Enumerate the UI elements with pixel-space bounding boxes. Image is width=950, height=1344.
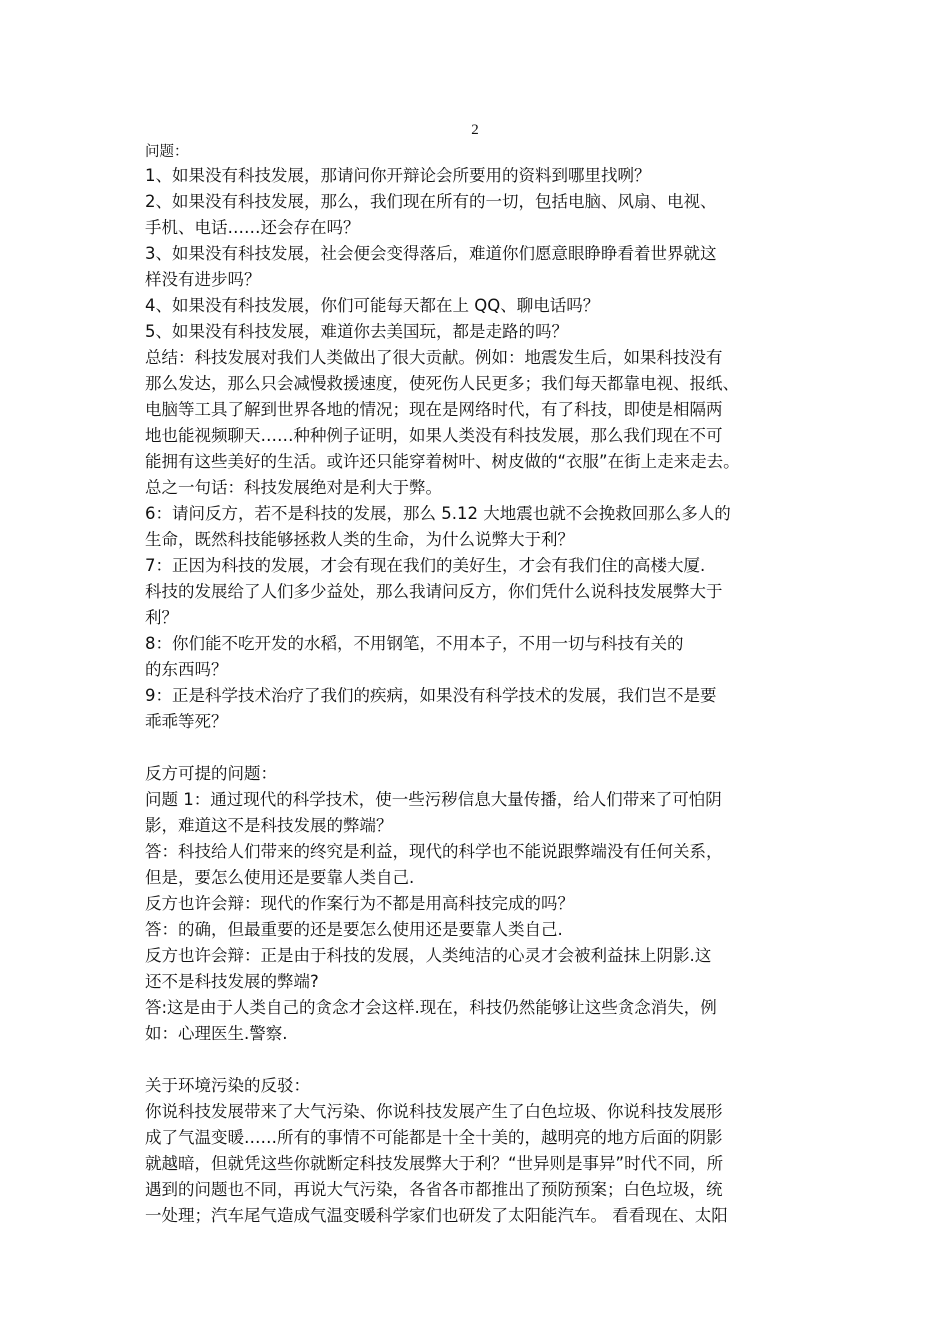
text-line: 8：你们能不吃开发的水稻，不用钢笔，不用本子，不用一切与科技有关的 — [145, 634, 684, 653]
text-line: 总结：科技发展对我们人类做出了很大贡献。例如：地震发生后，如果科技没有 — [145, 348, 723, 367]
text-line: 利？ — [145, 608, 178, 627]
text-line: 4、如果没有科技发展，你们可能每天都在上 QQ、聊电话吗？ — [145, 296, 600, 315]
text-line: 3、如果没有科技发展，社会便会变得落后，难道你们愿意眼睁睁看着世界就这 — [145, 244, 717, 263]
text-line: 2、如果没有科技发展，那么，我们现在所有的一切，包括电脑、风扇、电视、 — [145, 192, 717, 211]
text-line: 关于环境污染的反驳： — [145, 1076, 310, 1095]
text-line: 反方也许会辩：现代的作案行为不都是用高科技完成的吗？ — [145, 894, 574, 913]
text-line: 你说科技发展带来了大气污染、你说科技发展产生了白色垃圾、你说科技发展形 — [145, 1102, 723, 1121]
text-line: 影，难道这不是科技发展的弊端？ — [145, 816, 393, 835]
text-line: 总之一句话：科技发展绝对是利大于弊。 — [145, 478, 442, 497]
text-line: 生命，既然科技能够拯救人类的生命，为什么说弊大于利？ — [145, 530, 574, 549]
text-line: 遇到的问题也不同，再说大气污染，各省各市都推出了预防预案；白色垃圾，统 — [145, 1180, 723, 1199]
text-line: 7：正因为科技的发展，才会有现在我们的美好生，才会有我们住的高楼大厦. — [145, 556, 706, 575]
text-line: 手机、电话……还会存在吗？ — [145, 218, 360, 237]
text-line: 的东西吗？ — [145, 660, 228, 679]
document-body — [145, 141, 810, 1229]
text-line: 但是，要怎么使用还是要靠人类自己. — [145, 868, 415, 887]
text-line: 样没有进步吗？ — [145, 270, 261, 289]
text-line: 9：正是科学技术治疗了我们的疾病，如果没有科学技术的发展，我们岂不是要 — [145, 686, 717, 705]
text-line: 如：心理医生.警察. — [145, 1024, 288, 1043]
text-line: 问题 1：通过现代的科学技术，使一些污秽信息大量传播，给人们带来了可怕阴 — [145, 790, 722, 809]
text-line: 1、如果没有科技发展，那请问你开辩论会所要用的资料到哪里找咧？ — [145, 166, 651, 185]
text-line: 还不是科技发展的弊端? — [145, 972, 319, 991]
text-line: 地也能视频聊天……种种例子证明，如果人类没有科技发展，那么我们现在不可 — [145, 426, 723, 445]
text-line: 问题： — [145, 144, 189, 160]
text-line: 能拥有这些美好的生活。或许还只能穿着树叶、树皮做的“衣服”在街上走来走去。 — [145, 452, 740, 471]
text-line: 成了气温变暖……所有的事情不可能都是十全十美的，越明亮的地方后面的阴影 — [145, 1128, 723, 1147]
text-line: 电脑等工具了解到世界各地的情况；现在是网络时代，有了科技，即使是相隔两 — [145, 400, 723, 419]
text-line: 5、如果没有科技发展，难道你去美国玩，都是走路的吗？ — [145, 322, 568, 341]
text-line: 答:这是由于人类自己的贪念才会这样.现在，科技仍然能够让这些贪念消失，例 — [145, 998, 717, 1017]
text-line: 就越暗，但就凭这些你就断定科技发展弊大于利？“世异则是事异”时代不同，所 — [145, 1154, 724, 1173]
page-number: 2 — [471, 122, 479, 138]
text-line: 乖乖等死？ — [145, 712, 228, 731]
text-line: 答：科技给人们带来的终究是利益，现代的科学也不能说跟弊端没有任何关系， — [145, 842, 723, 861]
text-line: 反方可提的问题： — [145, 764, 277, 783]
text-line: 答：的确，但最重要的还是要怎么使用还是要靠人类自己. — [145, 920, 563, 939]
text-line: 反方也许会辩：正是由于科技的发展，人类纯洁的心灵才会被利益抹上阴影.这 — [145, 946, 712, 965]
text-line: 那么发达，那么只会减慢救援速度，使死伤人民更多；我们每天都靠电视、报纸、 — [145, 374, 739, 393]
blank-line — [145, 1047, 810, 1073]
text-line: 科技的发展给了人们多少益处，那么我请问反方，你们凭什么说科技发展弊大于 — [145, 582, 723, 601]
text-line: 6：请问反方，若不是科技的发展，那么 5.12 大地震也就不会挽救回那么多人的 — [145, 504, 731, 523]
blank-line — [145, 735, 810, 761]
text-line: 一处理；汽车尾气造成气温变暖科学家们也研发了太阳能汽车。 看看现在、太阳 — [145, 1206, 728, 1225]
